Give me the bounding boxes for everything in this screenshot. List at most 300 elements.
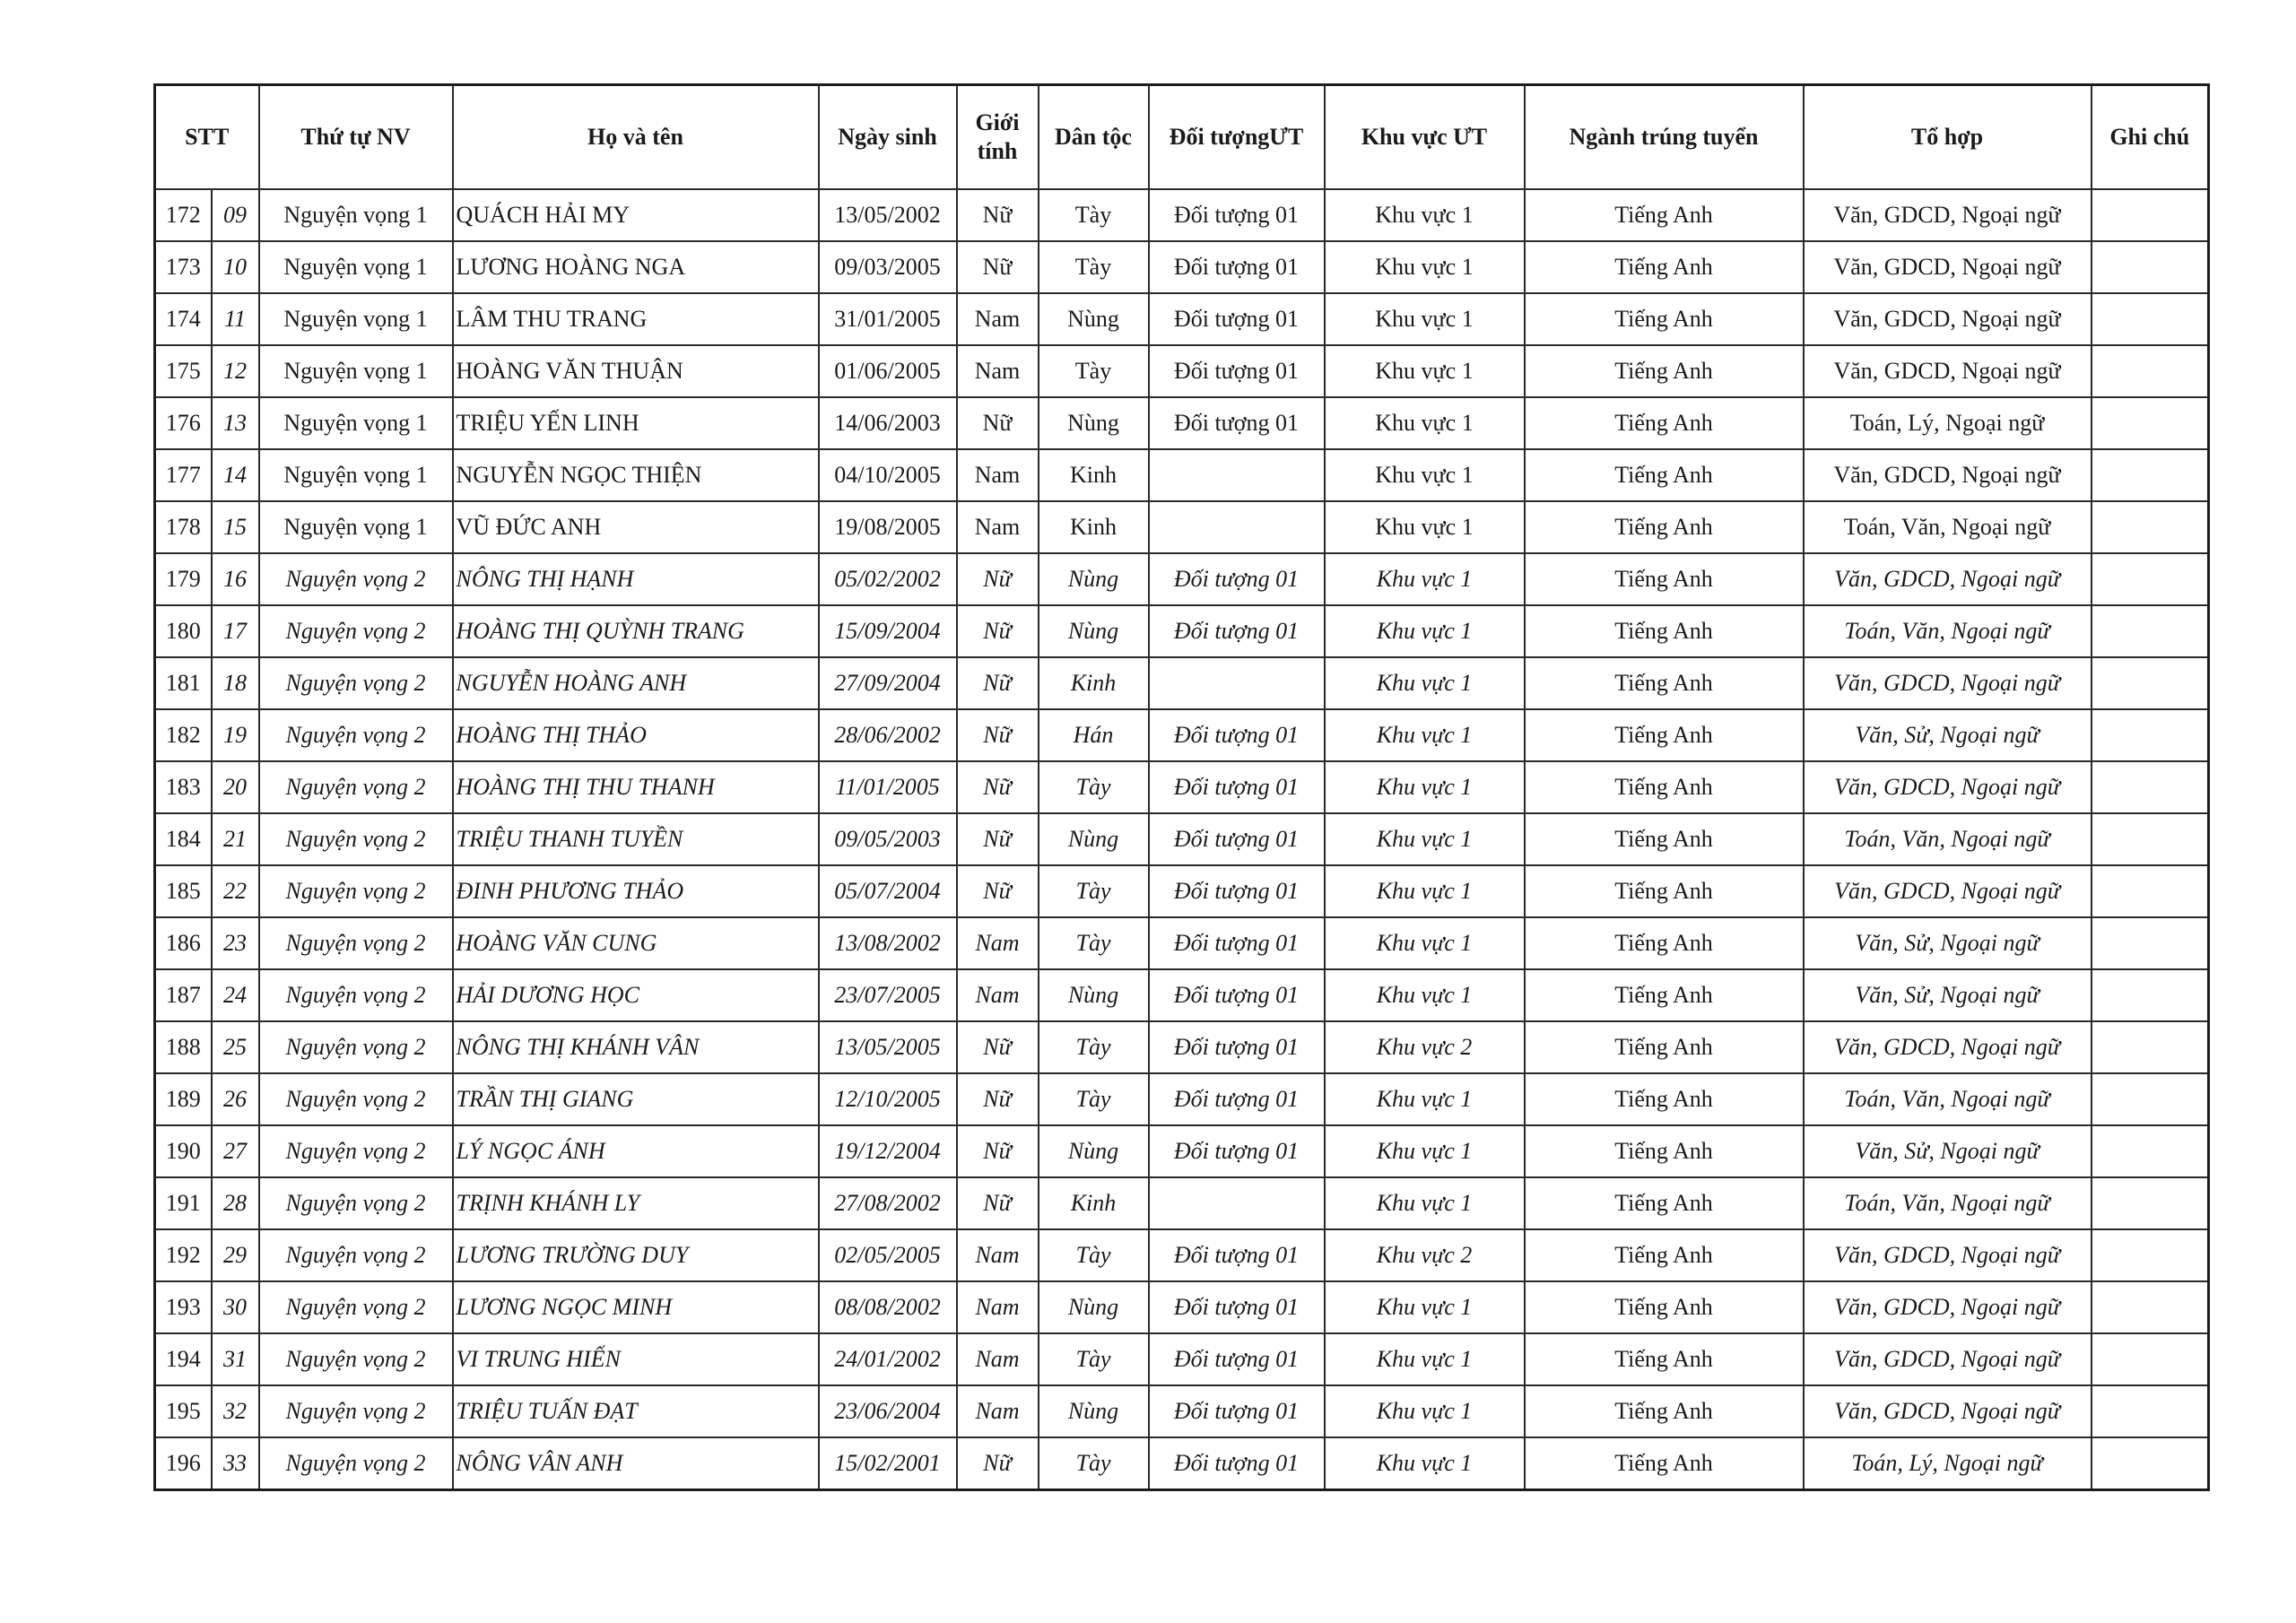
cell-stt: 190 — [155, 1125, 212, 1177]
cell-note — [2092, 241, 2209, 293]
cell-region: Khu vực 1 — [1325, 865, 1525, 917]
cell-stt: 178 — [155, 501, 212, 553]
cell-priority: Đối tượng 01 — [1149, 917, 1325, 969]
table-row — [155, 761, 2209, 813]
cell-stt-sub: 15 — [212, 501, 259, 553]
cell-priority: Đối tượng 01 — [1149, 1021, 1325, 1073]
cell-gender: Nam — [957, 293, 1039, 345]
table-row — [155, 553, 2209, 605]
cell-name: TRỊNH KHÁNH LY — [453, 1177, 819, 1229]
cell-region: Khu vực 1 — [1325, 553, 1525, 605]
cell-combo: Toán, Văn, Ngoại ngữ — [1804, 605, 2092, 657]
cell-stt-sub: 24 — [212, 969, 259, 1021]
cell-order: Nguyện vọng 2 — [259, 761, 453, 813]
cell-gender: Nữ — [957, 397, 1039, 449]
table-row — [155, 241, 2209, 293]
cell-name: TRẦN THỊ GIANG — [453, 1073, 819, 1125]
cell-name: VŨ ĐỨC ANH — [453, 501, 819, 553]
document-page — [153, 83, 2207, 1491]
table-row — [155, 449, 2209, 501]
cell-ethnicity: Nùng — [1039, 293, 1149, 345]
cell-gender: Nữ — [957, 1437, 1039, 1489]
cell-order: Nguyện vọng 2 — [259, 1437, 453, 1489]
cell-ethnicity: Tày — [1039, 189, 1149, 241]
cell-stt-sub: 19 — [212, 709, 259, 761]
cell-stt-sub: 26 — [212, 1073, 259, 1125]
cell-order: Nguyện vọng 2 — [259, 1177, 453, 1229]
cell-note — [2092, 1021, 2209, 1073]
cell-stt: 193 — [155, 1281, 212, 1333]
table-row — [155, 969, 2209, 1021]
cell-priority: Đối tượng 01 — [1149, 345, 1325, 397]
cell-ethnicity: Kinh — [1039, 657, 1149, 709]
cell-region: Khu vực 1 — [1325, 1177, 1525, 1229]
cell-dob: 27/08/2002 — [819, 1177, 957, 1229]
cell-dob: 19/08/2005 — [819, 501, 957, 553]
cell-note — [2092, 969, 2209, 1021]
cell-priority: Đối tượng 01 — [1149, 397, 1325, 449]
cell-stt-sub: 12 — [212, 345, 259, 397]
cell-order: Nguyện vọng 2 — [259, 657, 453, 709]
table-row — [155, 709, 2209, 761]
cell-combo: Văn, GDCD, Ngoại ngữ — [1804, 1229, 2092, 1281]
cell-combo: Văn, GDCD, Ngoại ngữ — [1804, 293, 2092, 345]
cell-major: Tiếng Anh — [1525, 1021, 1804, 1073]
cell-note — [2092, 293, 2209, 345]
cell-note — [2092, 709, 2209, 761]
cell-note — [2092, 1125, 2209, 1177]
cell-priority: Đối tượng 01 — [1149, 189, 1325, 241]
cell-priority — [1149, 449, 1325, 501]
cell-dob: 02/05/2005 — [819, 1229, 957, 1281]
cell-priority: Đối tượng 01 — [1149, 605, 1325, 657]
cell-major: Tiếng Anh — [1525, 449, 1804, 501]
cell-stt: 180 — [155, 605, 212, 657]
cell-gender: Nữ — [957, 1073, 1039, 1125]
cell-note — [2092, 553, 2209, 605]
table-row — [155, 397, 2209, 449]
cell-note — [2092, 813, 2209, 865]
cell-name: HẢI DƯƠNG HỌC — [453, 969, 819, 1021]
cell-stt-sub: 29 — [212, 1229, 259, 1281]
cell-region: Khu vực 1 — [1325, 1281, 1525, 1333]
cell-major: Tiếng Anh — [1525, 241, 1804, 293]
cell-note — [2092, 1073, 2209, 1125]
cell-gender: Nữ — [957, 657, 1039, 709]
cell-region: Khu vực 1 — [1325, 605, 1525, 657]
cell-ethnicity: Tày — [1039, 865, 1149, 917]
cell-note — [2092, 189, 2209, 241]
cell-major: Tiếng Anh — [1525, 397, 1804, 449]
cell-dob: 09/05/2003 — [819, 813, 957, 865]
cell-combo: Văn, GDCD, Ngoại ngữ — [1804, 1385, 2092, 1437]
cell-priority: Đối tượng 01 — [1149, 1073, 1325, 1125]
cell-priority: Đối tượng 01 — [1149, 241, 1325, 293]
cell-order: Nguyện vọng 1 — [259, 345, 453, 397]
cell-order: Nguyện vọng 2 — [259, 1125, 453, 1177]
cell-name: LƯƠNG TRƯỜNG DUY — [453, 1229, 819, 1281]
cell-dob: 09/03/2005 — [819, 241, 957, 293]
cell-note — [2092, 761, 2209, 813]
cell-dob: 11/01/2005 — [819, 761, 957, 813]
header-note: Ghi chú — [2092, 85, 2209, 190]
cell-combo: Văn, GDCD, Ngoại ngữ — [1804, 761, 2092, 813]
cell-region: Khu vực 1 — [1325, 345, 1525, 397]
cell-major: Tiếng Anh — [1525, 1437, 1804, 1489]
cell-order: Nguyện vọng 1 — [259, 293, 453, 345]
cell-major: Tiếng Anh — [1525, 1073, 1804, 1125]
cell-region: Khu vực 1 — [1325, 1333, 1525, 1385]
cell-major: Tiếng Anh — [1525, 293, 1804, 345]
cell-stt-sub: 20 — [212, 761, 259, 813]
header-priority: Đối tượngƯT — [1149, 85, 1325, 190]
cell-dob: 13/05/2002 — [819, 189, 957, 241]
cell-gender: Nữ — [957, 1177, 1039, 1229]
cell-combo: Toán, Văn, Ngoại ngữ — [1804, 1073, 2092, 1125]
cell-note — [2092, 1437, 2209, 1489]
header-name: Họ và tên — [453, 85, 819, 190]
cell-note — [2092, 1229, 2209, 1281]
cell-stt-sub: 23 — [212, 917, 259, 969]
cell-stt: 182 — [155, 709, 212, 761]
cell-dob: 15/09/2004 — [819, 605, 957, 657]
cell-major: Tiếng Anh — [1525, 1125, 1804, 1177]
cell-stt: 174 — [155, 293, 212, 345]
cell-priority: Đối tượng 01 — [1149, 293, 1325, 345]
cell-priority: Đối tượng 01 — [1149, 969, 1325, 1021]
cell-region: Khu vực 1 — [1325, 1073, 1525, 1125]
cell-note — [2092, 1385, 2209, 1437]
header-order: Thứ tự NV — [259, 85, 453, 190]
cell-stt-sub: 18 — [212, 657, 259, 709]
cell-ethnicity: Nùng — [1039, 553, 1149, 605]
cell-combo: Văn, GDCD, Ngoại ngữ — [1804, 1281, 2092, 1333]
cell-name: NGUYỄN NGỌC THIỆN — [453, 449, 819, 501]
cell-priority — [1149, 501, 1325, 553]
cell-note — [2092, 657, 2209, 709]
cell-stt: 181 — [155, 657, 212, 709]
cell-stt: 195 — [155, 1385, 212, 1437]
cell-combo: Văn, GDCD, Ngoại ngữ — [1804, 553, 2092, 605]
cell-name: HOÀNG VĂN CUNG — [453, 917, 819, 969]
cell-dob: 05/02/2002 — [819, 553, 957, 605]
cell-dob: 13/05/2005 — [819, 1021, 957, 1073]
cell-ethnicity: Nùng — [1039, 1125, 1149, 1177]
cell-dob: 24/01/2002 — [819, 1333, 957, 1385]
cell-stt-sub: 33 — [212, 1437, 259, 1489]
cell-combo: Toán, Lý, Ngoại ngữ — [1804, 397, 2092, 449]
cell-priority — [1149, 657, 1325, 709]
cell-name: HOÀNG THỊ THU THANH — [453, 761, 819, 813]
cell-combo: Văn, GDCD, Ngoại ngữ — [1804, 1333, 2092, 1385]
cell-major: Tiếng Anh — [1525, 969, 1804, 1021]
cell-note — [2092, 397, 2209, 449]
cell-priority: Đối tượng 01 — [1149, 813, 1325, 865]
cell-note — [2092, 865, 2209, 917]
cell-stt: 183 — [155, 761, 212, 813]
cell-stt-sub: 14 — [212, 449, 259, 501]
cell-stt: 173 — [155, 241, 212, 293]
cell-name: NÔNG THỊ HẠNH — [453, 553, 819, 605]
cell-gender: Nam — [957, 917, 1039, 969]
cell-dob: 23/07/2005 — [819, 969, 957, 1021]
cell-dob: 13/08/2002 — [819, 917, 957, 969]
cell-order: Nguyện vọng 2 — [259, 865, 453, 917]
cell-stt: 194 — [155, 1333, 212, 1385]
cell-name: TRIỆU YẾN LINH — [453, 397, 819, 449]
cell-dob: 28/06/2002 — [819, 709, 957, 761]
cell-ethnicity: Kinh — [1039, 501, 1149, 553]
cell-major: Tiếng Anh — [1525, 709, 1804, 761]
cell-name: HOÀNG THỊ THẢO — [453, 709, 819, 761]
cell-stt: 172 — [155, 189, 212, 241]
cell-dob: 12/10/2005 — [819, 1073, 957, 1125]
cell-ethnicity: Tày — [1039, 1437, 1149, 1489]
table-row — [155, 1229, 2209, 1281]
cell-ethnicity: Tày — [1039, 1229, 1149, 1281]
cell-ethnicity: Tày — [1039, 1021, 1149, 1073]
cell-dob: 31/01/2005 — [819, 293, 957, 345]
cell-priority: Đối tượng 01 — [1149, 1281, 1325, 1333]
cell-gender: Nữ — [957, 241, 1039, 293]
cell-note — [2092, 345, 2209, 397]
cell-combo: Văn, GDCD, Ngoại ngữ — [1804, 345, 2092, 397]
cell-stt-sub: 28 — [212, 1177, 259, 1229]
cell-ethnicity: Kinh — [1039, 449, 1149, 501]
cell-gender: Nam — [957, 1229, 1039, 1281]
cell-region: Khu vực 2 — [1325, 1229, 1525, 1281]
cell-ethnicity: Nùng — [1039, 1385, 1149, 1437]
cell-name: VI TRUNG HIẾN — [453, 1333, 819, 1385]
cell-order: Nguyện vọng 2 — [259, 1073, 453, 1125]
cell-priority: Đối tượng 01 — [1149, 553, 1325, 605]
cell-ethnicity: Hán — [1039, 709, 1149, 761]
cell-priority: Đối tượng 01 — [1149, 1437, 1325, 1489]
cell-note — [2092, 449, 2209, 501]
cell-ethnicity: Nùng — [1039, 605, 1149, 657]
table-row — [155, 1177, 2209, 1229]
cell-stt: 189 — [155, 1073, 212, 1125]
cell-gender: Nữ — [957, 761, 1039, 813]
cell-name: LƯƠNG NGỌC MINH — [453, 1281, 819, 1333]
cell-note — [2092, 1333, 2209, 1385]
table-row — [155, 1333, 2209, 1385]
header-major: Ngành trúng tuyển — [1525, 85, 1804, 190]
table-body — [155, 189, 2209, 1489]
table-row — [155, 657, 2209, 709]
cell-note — [2092, 501, 2209, 553]
cell-ethnicity: Tày — [1039, 1333, 1149, 1385]
cell-priority: Đối tượng 01 — [1149, 1385, 1325, 1437]
cell-region: Khu vực 1 — [1325, 189, 1525, 241]
cell-combo: Văn, GDCD, Ngoại ngữ — [1804, 1021, 2092, 1073]
cell-stt-sub: 10 — [212, 241, 259, 293]
cell-name: TRIỆU THANH TUYỀN — [453, 813, 819, 865]
cell-dob: 05/07/2004 — [819, 865, 957, 917]
cell-gender: Nam — [957, 345, 1039, 397]
header-dob: Ngày sinh — [819, 85, 957, 190]
table-row — [155, 605, 2209, 657]
cell-gender: Nữ — [957, 813, 1039, 865]
cell-order: Nguyện vọng 1 — [259, 449, 453, 501]
cell-major: Tiếng Anh — [1525, 1385, 1804, 1437]
cell-gender: Nam — [957, 1385, 1039, 1437]
cell-stt: 184 — [155, 813, 212, 865]
cell-gender: Nam — [957, 1333, 1039, 1385]
table-row — [155, 345, 2209, 397]
cell-stt-sub: 11 — [212, 293, 259, 345]
cell-gender: Nam — [957, 969, 1039, 1021]
cell-dob: 15/02/2001 — [819, 1437, 957, 1489]
cell-order: Nguyện vọng 2 — [259, 1281, 453, 1333]
cell-major: Tiếng Anh — [1525, 1177, 1804, 1229]
cell-major: Tiếng Anh — [1525, 189, 1804, 241]
cell-name: LÂM THU TRANG — [453, 293, 819, 345]
admission-table — [153, 83, 2210, 1491]
cell-stt: 187 — [155, 969, 212, 1021]
cell-stt: 177 — [155, 449, 212, 501]
cell-note — [2092, 1177, 2209, 1229]
cell-gender: Nữ — [957, 553, 1039, 605]
cell-region: Khu vực 1 — [1325, 293, 1525, 345]
cell-combo: Văn, GDCD, Ngoại ngữ — [1804, 241, 2092, 293]
table-row — [155, 1021, 2209, 1073]
cell-order: Nguyện vọng 2 — [259, 553, 453, 605]
cell-note — [2092, 1281, 2209, 1333]
cell-region: Khu vực 1 — [1325, 813, 1525, 865]
cell-stt: 186 — [155, 917, 212, 969]
cell-region: Khu vực 1 — [1325, 761, 1525, 813]
cell-major: Tiếng Anh — [1525, 917, 1804, 969]
cell-dob: 08/08/2002 — [819, 1281, 957, 1333]
cell-region: Khu vực 1 — [1325, 969, 1525, 1021]
cell-combo: Văn, GDCD, Ngoại ngữ — [1804, 189, 2092, 241]
cell-stt: 179 — [155, 553, 212, 605]
cell-region: Khu vực 1 — [1325, 917, 1525, 969]
cell-order: Nguyện vọng 2 — [259, 813, 453, 865]
cell-stt-sub: 32 — [212, 1385, 259, 1437]
cell-major: Tiếng Anh — [1525, 657, 1804, 709]
cell-region: Khu vực 1 — [1325, 397, 1525, 449]
cell-ethnicity: Tày — [1039, 1073, 1149, 1125]
cell-region: Khu vực 1 — [1325, 1437, 1525, 1489]
cell-order: Nguyện vọng 1 — [259, 397, 453, 449]
cell-priority: Đối tượng 01 — [1149, 761, 1325, 813]
cell-note — [2092, 917, 2209, 969]
cell-gender: Nam — [957, 1281, 1039, 1333]
table-row — [155, 1437, 2209, 1489]
table-row — [155, 813, 2209, 865]
cell-order: Nguyện vọng 1 — [259, 189, 453, 241]
cell-ethnicity: Kinh — [1039, 1177, 1149, 1229]
cell-priority — [1149, 1177, 1325, 1229]
cell-ethnicity: Tày — [1039, 917, 1149, 969]
cell-stt-sub: 13 — [212, 397, 259, 449]
cell-combo: Văn, Sử, Ngoại ngữ — [1804, 709, 2092, 761]
cell-combo: Văn, GDCD, Ngoại ngữ — [1804, 449, 2092, 501]
cell-stt-sub: 09 — [212, 189, 259, 241]
table-row — [155, 865, 2209, 917]
cell-region: Khu vực 1 — [1325, 449, 1525, 501]
cell-major: Tiếng Anh — [1525, 761, 1804, 813]
cell-stt: 176 — [155, 397, 212, 449]
cell-ethnicity: Tày — [1039, 761, 1149, 813]
cell-ethnicity: Tày — [1039, 345, 1149, 397]
cell-gender: Nữ — [957, 1021, 1039, 1073]
cell-name: NÔNG VÂN ANH — [453, 1437, 819, 1489]
cell-note — [2092, 605, 2209, 657]
cell-major: Tiếng Anh — [1525, 345, 1804, 397]
cell-dob: 19/12/2004 — [819, 1125, 957, 1177]
table-row — [155, 1385, 2209, 1437]
cell-region: Khu vực 1 — [1325, 241, 1525, 293]
cell-order: Nguyện vọng 2 — [259, 1229, 453, 1281]
cell-combo: Toán, Lý, Ngoại ngữ — [1804, 1437, 2092, 1489]
cell-stt-sub: 17 — [212, 605, 259, 657]
cell-dob: 01/06/2005 — [819, 345, 957, 397]
cell-order: Nguyện vọng 2 — [259, 1021, 453, 1073]
cell-name: NGUYỄN HOÀNG ANH — [453, 657, 819, 709]
cell-dob: 14/06/2003 — [819, 397, 957, 449]
cell-order: Nguyện vọng 2 — [259, 1385, 453, 1437]
cell-major: Tiếng Anh — [1525, 553, 1804, 605]
cell-order: Nguyện vọng 2 — [259, 1333, 453, 1385]
cell-combo: Văn, Sử, Ngoại ngữ — [1804, 1125, 2092, 1177]
cell-name: NÔNG THỊ KHÁNH VÂN — [453, 1021, 819, 1073]
cell-major: Tiếng Anh — [1525, 1333, 1804, 1385]
cell-priority: Đối tượng 01 — [1149, 1229, 1325, 1281]
cell-dob: 04/10/2005 — [819, 449, 957, 501]
header-ethnicity: Dân tộc — [1039, 85, 1149, 190]
cell-combo: Văn, Sử, Ngoại ngữ — [1804, 969, 2092, 1021]
cell-name: LÝ NGỌC ÁNH — [453, 1125, 819, 1177]
cell-stt-sub: 16 — [212, 553, 259, 605]
cell-major: Tiếng Anh — [1525, 865, 1804, 917]
cell-order: Nguyện vọng 1 — [259, 241, 453, 293]
cell-dob: 23/06/2004 — [819, 1385, 957, 1437]
cell-region: Khu vực 1 — [1325, 1125, 1525, 1177]
cell-stt-sub: 21 — [212, 813, 259, 865]
cell-stt: 196 — [155, 1437, 212, 1489]
cell-region: Khu vực 1 — [1325, 1385, 1525, 1437]
cell-name: ĐINH PHƯƠNG THẢO — [453, 865, 819, 917]
cell-combo: Văn, GDCD, Ngoại ngữ — [1804, 865, 2092, 917]
cell-major: Tiếng Anh — [1525, 1229, 1804, 1281]
cell-name: QUÁCH HẢI MY — [453, 189, 819, 241]
table-row — [155, 189, 2209, 241]
cell-stt: 188 — [155, 1021, 212, 1073]
table-row — [155, 1281, 2209, 1333]
cell-combo: Văn, Sử, Ngoại ngữ — [1804, 917, 2092, 969]
table-row — [155, 1125, 2209, 1177]
cell-gender: Nam — [957, 501, 1039, 553]
cell-combo: Văn, GDCD, Ngoại ngữ — [1804, 657, 2092, 709]
header-gender: Giới tính — [957, 85, 1039, 190]
cell-gender: Nam — [957, 449, 1039, 501]
cell-region: Khu vực 1 — [1325, 501, 1525, 553]
cell-name: HOÀNG VĂN THUẬN — [453, 345, 819, 397]
cell-region: Khu vực 2 — [1325, 1021, 1525, 1073]
cell-combo: Toán, Văn, Ngoại ngữ — [1804, 1177, 2092, 1229]
cell-major: Tiếng Anh — [1525, 605, 1804, 657]
cell-major: Tiếng Anh — [1525, 501, 1804, 553]
cell-dob: 27/09/2004 — [819, 657, 957, 709]
cell-ethnicity: Tày — [1039, 241, 1149, 293]
table-row — [155, 917, 2209, 969]
cell-combo: Toán, Văn, Ngoại ngữ — [1804, 501, 2092, 553]
cell-stt: 192 — [155, 1229, 212, 1281]
cell-stt-sub: 22 — [212, 865, 259, 917]
